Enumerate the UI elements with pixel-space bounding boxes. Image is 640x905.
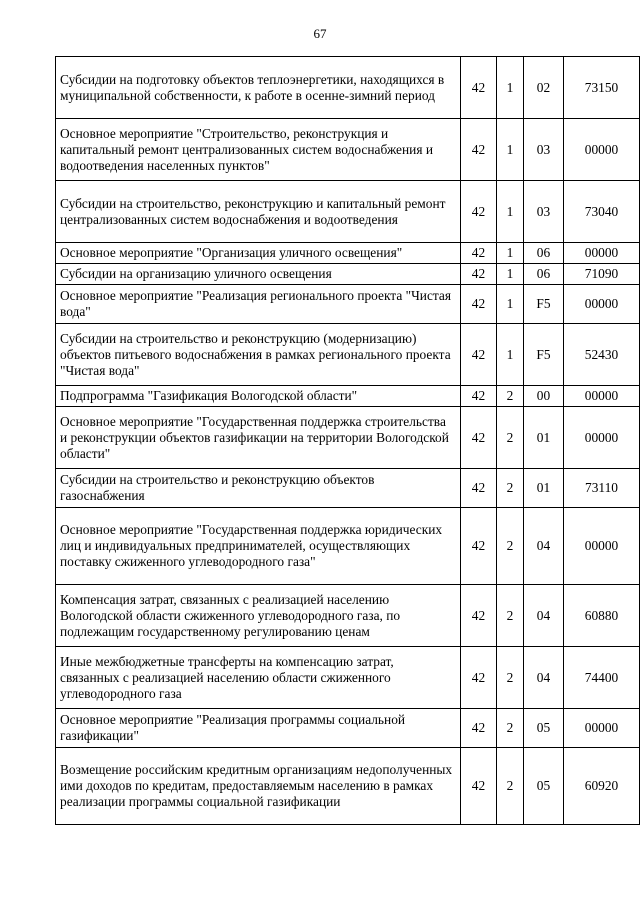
row-description: Субсидии на подготовку объектов теплоэнергетики, находящихся в муниципальной собственности, к работе в осенне-зимний период — [56, 57, 461, 119]
row-description: Субсидии на строительство и реконструкцию (модернизацию) объектов питьевого водоснабжения в рамках регионального проекта "Чистая вода" — [56, 324, 461, 386]
row-description: Подпрограмма "Газификация Вологодской области" — [56, 386, 461, 407]
activity-code: F5 — [524, 324, 564, 386]
expense-direction-code: 73040 — [564, 181, 640, 243]
ministry-code: 42 — [461, 508, 497, 585]
program-code: 2 — [497, 709, 524, 748]
row-description: Субсидии на строительство и реконструкцию объектов газоснабжения — [56, 469, 461, 508]
row-description: Возмещение российским кредитным организациям недополученных ими доходов по кредитам, предоставляемым населению в рамках реализации программы социальной газификации — [56, 748, 461, 825]
ministry-code: 42 — [461, 386, 497, 407]
ministry-code: 42 — [461, 57, 497, 119]
program-code: 2 — [497, 407, 524, 469]
activity-code: 02 — [524, 57, 564, 119]
table-row — [56, 469, 640, 508]
table-row — [56, 748, 640, 825]
table-row — [56, 57, 640, 119]
expense-direction-code: 00000 — [564, 243, 640, 264]
activity-code: 06 — [524, 264, 564, 285]
expense-direction-code: 00000 — [564, 119, 640, 181]
ministry-code: 42 — [461, 181, 497, 243]
ministry-code: 42 — [461, 469, 497, 508]
activity-code: 01 — [524, 407, 564, 469]
ministry-code: 42 — [461, 585, 497, 647]
activity-code: 03 — [524, 181, 564, 243]
row-description: Компенсация затрат, связанных с реализацией населению Вологодской области сжиженного углеводородного газа, по подлежащим государственному регулированию ценам — [56, 585, 461, 647]
program-code: 1 — [497, 243, 524, 264]
expense-direction-code: 73110 — [564, 469, 640, 508]
activity-code: 05 — [524, 709, 564, 748]
row-description: Основное мероприятие "Строительство, реконструкция и капитальный ремонт централизованных систем водоснабжения и водоотведения населенных пунктов" — [56, 119, 461, 181]
expense-direction-code: 00000 — [564, 709, 640, 748]
ministry-code: 42 — [461, 748, 497, 825]
activity-code: 05 — [524, 748, 564, 825]
ministry-code: 42 — [461, 709, 497, 748]
activity-code: 06 — [524, 243, 564, 264]
program-code: 2 — [497, 647, 524, 709]
activity-code: F5 — [524, 285, 564, 324]
row-description: Субсидии на строительство, реконструкцию и капитальный ремонт централизованных систем водоснабжения и водоотведения — [56, 181, 461, 243]
expense-direction-code: 73150 — [564, 57, 640, 119]
row-description: Основное мероприятие "Государственная поддержка строительства и реконструкции объектов газификации на территории Вологодской области" — [56, 407, 461, 469]
activity-code: 03 — [524, 119, 564, 181]
row-description: Основное мероприятие "Реализация программы социальной газификации" — [56, 709, 461, 748]
program-code: 2 — [497, 508, 524, 585]
table-row — [56, 585, 640, 647]
table-row — [56, 508, 640, 585]
table-row — [56, 407, 640, 469]
table-row — [56, 324, 640, 386]
program-code: 1 — [497, 57, 524, 119]
program-code: 1 — [497, 324, 524, 386]
expense-direction-code: 00000 — [564, 508, 640, 585]
ministry-code: 42 — [461, 264, 497, 285]
activity-code: 00 — [524, 386, 564, 407]
expense-direction-code: 00000 — [564, 386, 640, 407]
expense-direction-code: 74400 — [564, 647, 640, 709]
expense-direction-code: 60920 — [564, 748, 640, 825]
row-description: Основное мероприятие "Реализация регионального проекта "Чистая вода" — [56, 285, 461, 324]
row-description: Основное мероприятие "Государственная поддержка юридических лиц и индивидуальных предпринимателей, осуществляющих поставку сжиженного углеводородного газа" — [56, 508, 461, 585]
activity-code: 04 — [524, 585, 564, 647]
program-code: 2 — [497, 585, 524, 647]
table-row — [56, 181, 640, 243]
ministry-code: 42 — [461, 647, 497, 709]
program-code: 2 — [497, 386, 524, 407]
page-number: 67 — [313, 26, 327, 41]
activity-code: 01 — [524, 469, 564, 508]
row-description: Субсидии на организацию уличного освещения — [56, 264, 461, 285]
row-description: Иные межбюджетные трансферты на компенсацию затрат, связанных с реализацией населению области сжиженного углеводородного газа — [56, 647, 461, 709]
expense-direction-code: 52430 — [564, 324, 640, 386]
table-row — [56, 285, 640, 324]
table-row — [56, 264, 640, 285]
activity-code: 04 — [524, 508, 564, 585]
table-row — [56, 386, 640, 407]
table-row — [56, 119, 640, 181]
expense-direction-code: 71090 — [564, 264, 640, 285]
program-code: 2 — [497, 748, 524, 825]
program-code: 1 — [497, 119, 524, 181]
program-code: 1 — [497, 285, 524, 324]
program-code: 1 — [497, 181, 524, 243]
program-code: 2 — [497, 469, 524, 508]
table-row — [56, 709, 640, 748]
table-body — [56, 57, 640, 825]
expense-direction-code: 00000 — [564, 407, 640, 469]
table-row — [56, 647, 640, 709]
ministry-code: 42 — [461, 324, 497, 386]
ministry-code: 42 — [461, 407, 497, 469]
row-description: Основное мероприятие "Организация уличного освещения" — [56, 243, 461, 264]
ministry-code: 42 — [461, 285, 497, 324]
activity-code: 04 — [524, 647, 564, 709]
program-code: 1 — [497, 264, 524, 285]
ministry-code: 42 — [461, 243, 497, 264]
table-row — [56, 243, 640, 264]
expense-direction-code: 60880 — [564, 585, 640, 647]
expense-direction-code: 00000 — [564, 285, 640, 324]
budget-classification-table — [55, 56, 640, 825]
ministry-code: 42 — [461, 119, 497, 181]
